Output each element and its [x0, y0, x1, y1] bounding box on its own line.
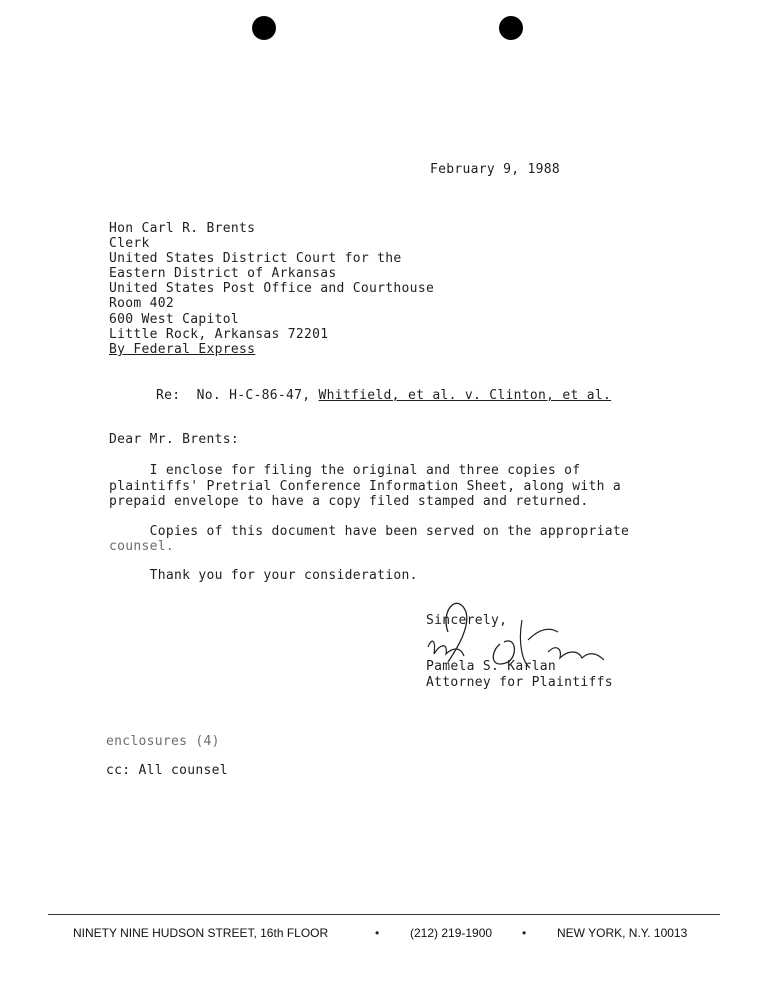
- address-line: United States District Court for the: [109, 251, 402, 266]
- footer-separator: •: [522, 926, 527, 940]
- punch-hole-left: [252, 16, 276, 40]
- signer-name: Pamela S. Karlan: [426, 659, 557, 674]
- body-paragraph-1-line: I enclose for filing the original and three copies of: [109, 463, 581, 478]
- cc-note: cc: All counsel: [106, 763, 228, 778]
- footer-city: NEW YORK, N.Y. 10013: [557, 926, 688, 940]
- body-paragraph-2-line: counsel.: [109, 539, 175, 554]
- footer-phone: (212) 219-1900: [410, 926, 493, 940]
- case-name: Whitfield, et al. v. Clinton, et al.: [318, 388, 612, 403]
- address-line: Eastern District of Arkansas: [109, 266, 337, 281]
- address-line: Hon Carl R. Brents: [109, 221, 256, 236]
- body-paragraph-1-line: plaintiffs' Pretrial Conference Information Sheet, along with a: [109, 479, 621, 494]
- address-line: Little Rock, Arkansas 72201: [109, 327, 329, 342]
- re-line: [156, 388, 611, 403]
- signer-title: Attorney for Plaintiffs: [426, 675, 613, 690]
- punch-hole-right: [499, 16, 523, 40]
- salutation: Dear Mr. Brents:: [109, 432, 240, 447]
- closing: Sincerely,: [426, 613, 508, 628]
- address-line: United States Post Office and Courthouse: [109, 281, 435, 296]
- footer-separator: •: [375, 926, 380, 940]
- body-paragraph-1-line: prepaid envelope to have a copy filed stamped and returned.: [109, 494, 589, 509]
- address-line: Clerk: [109, 236, 150, 251]
- footer-address: NINETY NINE HUDSON STREET, 16th FLOOR: [73, 926, 329, 940]
- re-prefix: Re: No. H-C-86-47,: [156, 388, 319, 403]
- footer-divider: [48, 914, 720, 915]
- address-line: Room 402: [109, 296, 175, 311]
- enclosures-note: enclosures (4): [106, 734, 220, 749]
- letter-date: February 9, 1988: [430, 162, 561, 177]
- body-paragraph-3: Thank you for your consideration.: [109, 568, 418, 583]
- body-paragraph-2-line: Copies of this document have been served on the appropriate: [109, 524, 630, 539]
- delivery-method: By Federal Express: [109, 342, 256, 357]
- address-line: 600 West Capitol: [109, 312, 240, 327]
